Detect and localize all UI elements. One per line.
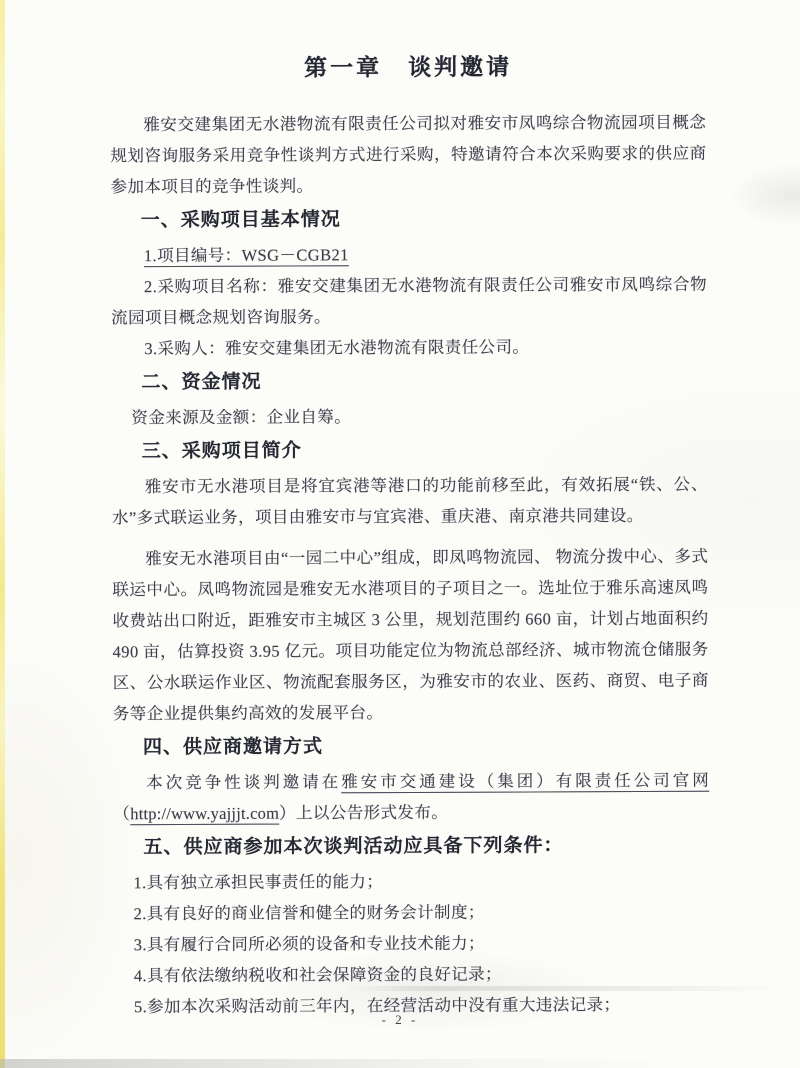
project-number-line	[111, 238, 707, 272]
paren-open: （	[113, 804, 131, 824]
project-name-line: 2.采购项目名称：雅安交建集团无水港物流有限责任公司雅安市凤鸣综合物流园项目概念规划咨询服务。	[111, 274, 708, 328]
paren-close: ）	[279, 803, 297, 823]
condition-item-5: 5.参加本次采购活动前三年内，在经营活动中没有重大违法记录；	[133, 995, 621, 1017]
website-name-underlined: 雅安市交通建设（集团）有限责任公司官网	[341, 770, 710, 792]
condition-item-1: 1.具有独立承担民事责任的能力；	[133, 872, 384, 893]
condition-item-4: 4.具有依法缴纳税收和社会保障资金的良好记录；	[133, 964, 502, 986]
invitation-text-suffix: 上以公告形式发布。	[295, 802, 449, 823]
page-number: - 2 -	[381, 1012, 419, 1027]
document-content	[110, 0, 710, 1022]
purchaser-line: 3.采购人：雅安交建集团无水港物流有限责任公司。	[144, 337, 530, 359]
section-1-heading: 一、采购项目基本情况	[140, 209, 341, 232]
scan-left-edge	[0, 0, 5, 1068]
intro-paragraph: 雅安交建集团无水港物流有限责任公司拟对雅安市凤鸣综合物流园项目概念规划咨询服务采用竞争性谈判方式进行采购，特邀请符合本次采购要求的供应商参加本项目的竞争性谈判。	[110, 112, 707, 197]
section-4-heading: 四、供应商邀请方式	[142, 736, 324, 759]
section-5-heading: 五、供应商参加本次谈判活动应具备下列条件：	[143, 835, 564, 859]
condition-item-2: 2.具有良好的商业信誉和健全的财务会计制度；	[133, 902, 485, 924]
scan-bottom-edge	[0, 1059, 800, 1068]
project-brief-paragraph-2: 雅安无水港项目由“一园二中心”组成，即凤鸣物流园、 物流分拨中心、多式联运中心。凤鸣物流园是雅安无水港项目的子项目之一。选址位于雅乐高速凤鸣收费站出口附近，距雅安市主城区 3 公里，规划范围约 660 亩，计划占地面积约 490 亩，估算投资 3.95 亿元。项目功能定位为物流总部经济、城市物流仓储服务区、公水联运作业区、物流配套服务区，为雅安市的农业、医药、商贸、电子商务等企业提供集约高效的发展平台。	[112, 546, 709, 724]
invitation-text-prefix: 本次竞争性谈判邀请在	[146, 772, 342, 793]
chapter-title: 第一章 谈判邀请	[304, 54, 513, 81]
section-3-heading: 三、采购项目简介	[141, 440, 302, 463]
website-url-underlined: http://www.yajjjt.com	[130, 803, 280, 824]
project-brief-paragraph-1: 雅安市无水港项目是将宜宾港等港口的功能前移至此，有效拓展“铁、公、水”多式联运业务，项目由雅安市与宜宾港、重庆港、南京港共同建设。	[111, 474, 708, 528]
condition-item-3: 3.具有履行合同所必须的设备和专业技术能力；	[133, 933, 485, 955]
invitation-method-paragraph	[113, 765, 709, 830]
project-number-underlined-text: 1.项目编号：WSG－CGB21	[143, 245, 349, 266]
funding-line: 资金来源及金额：企业自筹。	[131, 407, 352, 428]
section-2-heading: 二、资金情况	[141, 371, 262, 394]
scan-artifact-streak	[345, 986, 785, 991]
supplier-conditions-list	[114, 865, 711, 1023]
